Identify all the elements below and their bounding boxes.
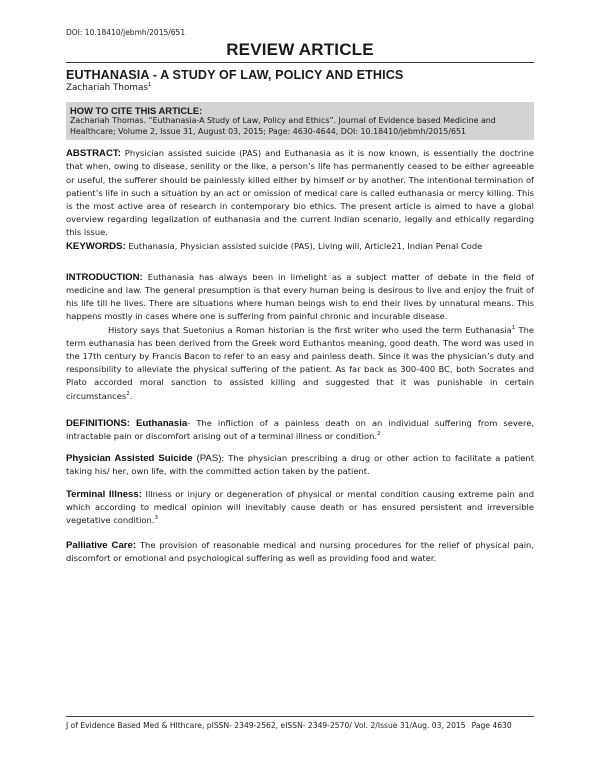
keywords-label: KEYWORDS: (66, 240, 126, 252)
article-type-heading: REVIEW ARTICLE (226, 40, 374, 59)
pas-definition: : The physician prescribing a drug or other action to facilitate a patient taking his/ her, own life, with the committed action taken by the patient. (66, 453, 534, 477)
introduction-text-2b: The term euthanasia has been derived from the Greek word Euthantos meaning, good death. The word was used in the 17th century by Francis Bacon to refer to an easy and painless death. Since it was the physician’s duty and responsibility to alleviate the physical suffering of the patient. As far back as 300-400 BC, both Socrates and Plato accorded moral sanction to assisted killing and suggested that it was punishable in certain circumstances (66, 324, 534, 401)
author-affiliation-marker: 1 (147, 82, 152, 89)
terminal-illness-definition: Illness or injury or degeneration of physical or mental condition causing extreme pain and which according to medical opinion will inevitably cause death or has ensured persistent and irreversible vegetative condition. (66, 488, 534, 526)
article-title: EUTHANASIA - A STUDY OF LAW, POLICY AND ETHICS (66, 68, 404, 82)
keywords-text: Euthanasia, Physician assisted suicide (PAS), Living will, Article21, Indian Penal Code (128, 240, 483, 251)
palliative-care-label: Palliative Care: (66, 540, 137, 552)
pas-abbreviation: (PAS) (192, 453, 222, 465)
palliative-care-definition: The provision of reasonable medical and nursing procedures for the relief of physical pain, discomfort or emotional and psychological suffering as well as providing food and water. (66, 540, 534, 564)
reference-marker: 1 (511, 324, 516, 331)
introduction-text-1: Euthanasia has always been in limelight as a subject matter of debate in the field of medicine and law. The general presumption is that every human being is desirous to live and enjoy the fruit of his life till he lives. There are situations where human beings wish to end their lives by unnatural means. This happens mostly in cases where one is suffering from painful chronic and incurable disease. (66, 271, 534, 322)
introduction-label: INTRODUCTION: (66, 271, 143, 283)
citation-text: Zachariah Thomas. “Euthanasia-A Study of Law, Policy and Ethics”. Journal of Evidence based Medicine and Healthcare; Volume 2, Issue 31, August 03, 2015; Page: 4630-4644, DOI: 10.18410/jebmh/2015/651 (70, 116, 496, 136)
abstract-label: ABSTRACT: (66, 148, 121, 160)
palliative-care-paragraph (66, 539, 534, 565)
introduction-text-2-end: . (129, 390, 133, 401)
introduction-paragraph-2 (66, 324, 534, 403)
how-to-cite-heading: HOW TO CITE THIS ARTICLE: (70, 105, 203, 116)
terminal-illness-paragraph (66, 488, 534, 528)
euthanasia-definition: - The infliction of a painless death on an individual suffering from severe, intractable pain or discomfort arising out of a terminal illness or condition. (66, 417, 534, 442)
abstract (66, 147, 534, 239)
author-line (66, 83, 534, 93)
author-name: Zachariah Thomas (66, 83, 148, 93)
pas-paragraph (66, 452, 534, 478)
doi-line: DOI: 10.18410/jebmh/2015/651 (66, 28, 186, 37)
introduction-text-2a: History says that Suetonius a Roman historian is the first writer who used the term Euthanasia (108, 324, 512, 335)
definitions-label: DEFINITIONS: (66, 417, 130, 429)
journal-footer-text: J of Evidence Based Med & Hlthcare, pISSN- 2349-2562, eISSN- 2349-2570/ Vol. 2/Issue 31/Aug. 03, 2015 (66, 721, 466, 730)
definitions-paragraph (66, 417, 534, 443)
title-rule (66, 62, 534, 63)
euthanasia-term: Euthanasia (136, 417, 188, 429)
introduction-paragraph-1 (66, 271, 534, 324)
reference-marker: 2 (377, 431, 381, 438)
page-number: Page 4630 (471, 721, 512, 730)
article-page (66, 28, 534, 566)
abstract-text: Physician assisted suicide (PAS) and Euthanasia as it is now known, is essentially the doctrine that when, owing to disease, senility or the like, a person’s life has permanently ceased to be either agreeable or useful, the sufferer should be painlessly killed either by himself or by another. The intentional termination of patient’s life in such a situation by an act or omission of medical care is called euthanasia or mercy killing. This is the most active area of research in contemporary bio ethics. The present article is aimed to have a global overview regarding legalization of euthanasia and the current Indian scenario, legally and ethically regarding this issue. (66, 148, 534, 238)
how-to-cite-box (66, 102, 534, 140)
terminal-illness-label: Terminal Illness: (66, 488, 142, 500)
reference-marker: 3 (154, 515, 158, 522)
page-footer (66, 716, 534, 730)
reference-marker: 2 (126, 390, 130, 397)
keywords (66, 240, 534, 253)
pas-label: Physician Assisted Suicide (66, 453, 193, 465)
